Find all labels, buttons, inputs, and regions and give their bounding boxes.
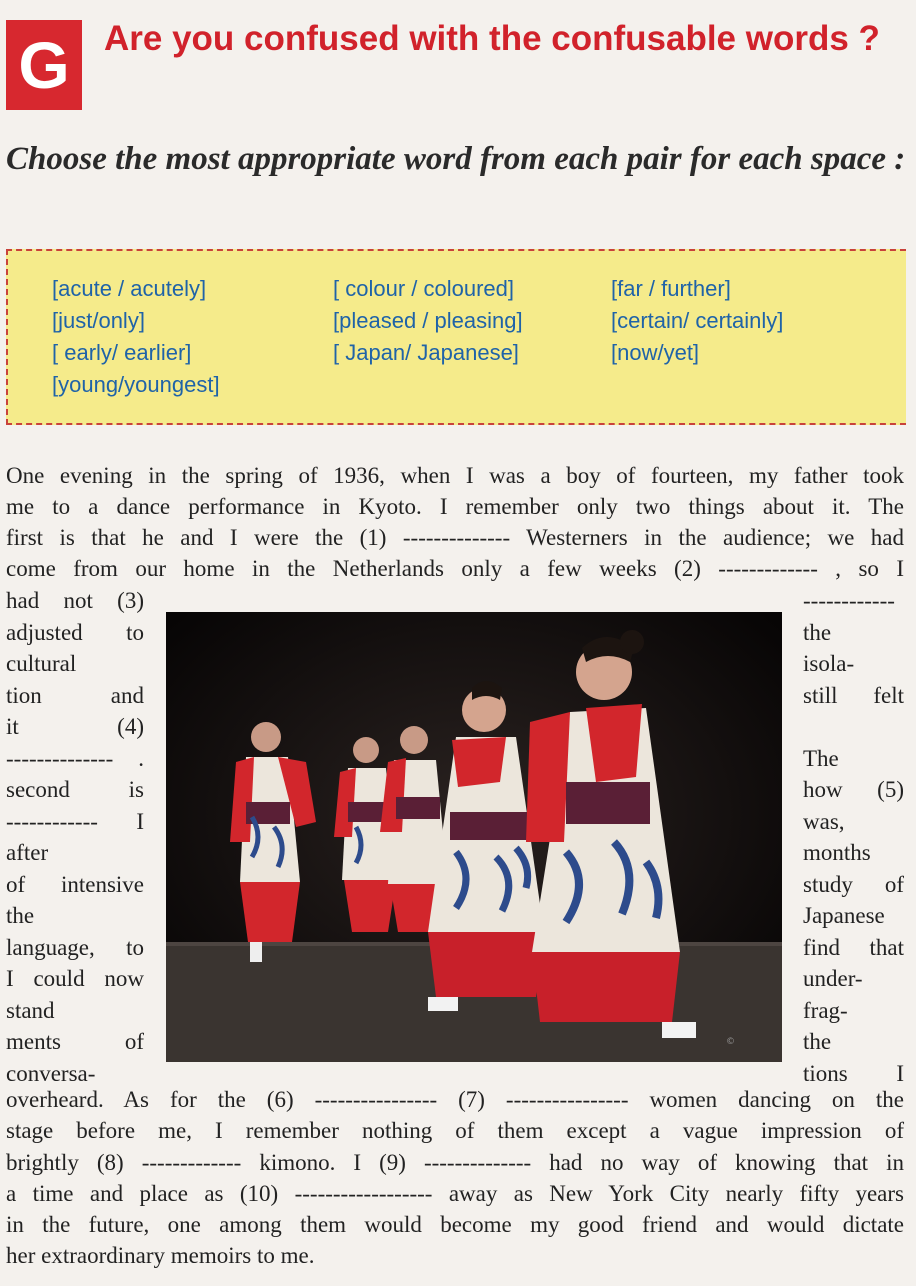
passage-right-column: [803, 585, 904, 1089]
passage-fragment: the: [6, 903, 35, 928]
passage-fragment: I could now: [6, 966, 144, 991]
word-column-2: [333, 273, 523, 369]
svg-text:©: ©: [726, 1037, 735, 1047]
passage-left-column: [6, 585, 144, 1089]
passage-fragment: tions I: [803, 1060, 904, 1086]
passage-fragment: The: [803, 745, 839, 771]
passage-fragment: -------------- .: [6, 745, 144, 771]
passage-fragment: conversa-: [6, 1060, 96, 1086]
passage-line: first is that he and I were the (1) -------------- Westerners in the audience; we had: [6, 525, 904, 550]
word-column-3: [611, 273, 783, 369]
passage-line: brightly (8) ------------- kimono. I (9) -------------- had no way of knowing that in: [6, 1150, 904, 1175]
dancers-photo: [166, 612, 782, 1062]
passage-fragment: stand: [6, 997, 55, 1023]
passage-line: overheard. As for the (6) ---------------- (7) ---------------- women dancing on the: [6, 1087, 904, 1112]
passage-fragment: still felt: [803, 682, 904, 708]
instruction-text: Choose the most appropriate word from each pair for each space :: [6, 141, 906, 177]
passage-fragment: language, to: [6, 934, 144, 960]
passage-fragment: frag-: [803, 997, 848, 1023]
word-column-1: [52, 273, 220, 401]
passage-fragment: second is: [6, 777, 144, 802]
word-pair: [ Japan/ Japanese]: [333, 340, 519, 365]
section-badge: G: [6, 20, 82, 110]
passage-fragment: Japanese: [803, 903, 885, 928]
word-pair: [certain/ certainly]: [611, 308, 784, 333]
page-title: Are you confused with the confusable words ?: [104, 19, 880, 58]
passage-line: One evening in the spring of 1936, when I was a boy of fourteen, my father took: [6, 463, 904, 488]
word-pair: [far / further]: [611, 276, 731, 301]
passage-fragment: tion and: [6, 682, 144, 708]
passage-fragment: find that: [803, 934, 904, 960]
passage-fragment: the: [803, 1029, 832, 1054]
passage-fragment: adjusted to: [6, 619, 144, 645]
passage-line: in the future, one among them would become my good friend and would dictate: [6, 1212, 904, 1237]
passage-fragment: [803, 711, 904, 743]
passage-fragment: ------------ I: [6, 808, 144, 834]
passage-fragment: under-: [803, 966, 863, 991]
dancers-illustration: [166, 612, 782, 1062]
passage-fragment: was,: [803, 808, 845, 834]
passage-fragment: isola-: [803, 651, 855, 676]
passage-line: her extraordinary memoirs to me.: [6, 1243, 315, 1268]
passage-fragment: ------------: [803, 588, 895, 613]
word-pair: [acute / acutely]: [52, 276, 207, 301]
passage-fragment: the: [803, 619, 832, 645]
word-pair: [young/youngest]: [52, 372, 220, 397]
word-pair: [just/only]: [52, 308, 145, 333]
word-pair: [ colour / coloured]: [333, 276, 514, 301]
passage-fragment: had not (3): [6, 588, 144, 613]
word-pair: [pleased / pleasing]: [333, 308, 523, 333]
passage-line: me to a dance performance in Kyoto. I remember only two things about it. The: [6, 494, 904, 519]
word-pair: [ early/ earlier]: [52, 340, 192, 365]
passage-line: a time and place as (10) ------------------ away as New York City nearly fifty years: [6, 1181, 904, 1206]
passage-fragment: cultural: [6, 651, 77, 676]
passage-fragment: it (4): [6, 714, 144, 739]
word-pairs-box: [6, 249, 906, 425]
passage-fragment: ments of: [6, 1029, 144, 1054]
word-pair: [now/yet]: [611, 340, 700, 365]
passage-line: come from our home in the Netherlands only a few weeks (2) ------------- , so I: [6, 556, 904, 581]
passage-fragment: of intensive: [6, 871, 144, 897]
passage-fragment: after: [6, 840, 49, 865]
passage-line: stage before me, I remember nothing of them except a vague impression of: [6, 1118, 904, 1143]
passage-fragment: how (5): [803, 777, 904, 802]
passage-fragment: study of: [803, 871, 904, 897]
passage-fragment: months: [803, 840, 871, 865]
